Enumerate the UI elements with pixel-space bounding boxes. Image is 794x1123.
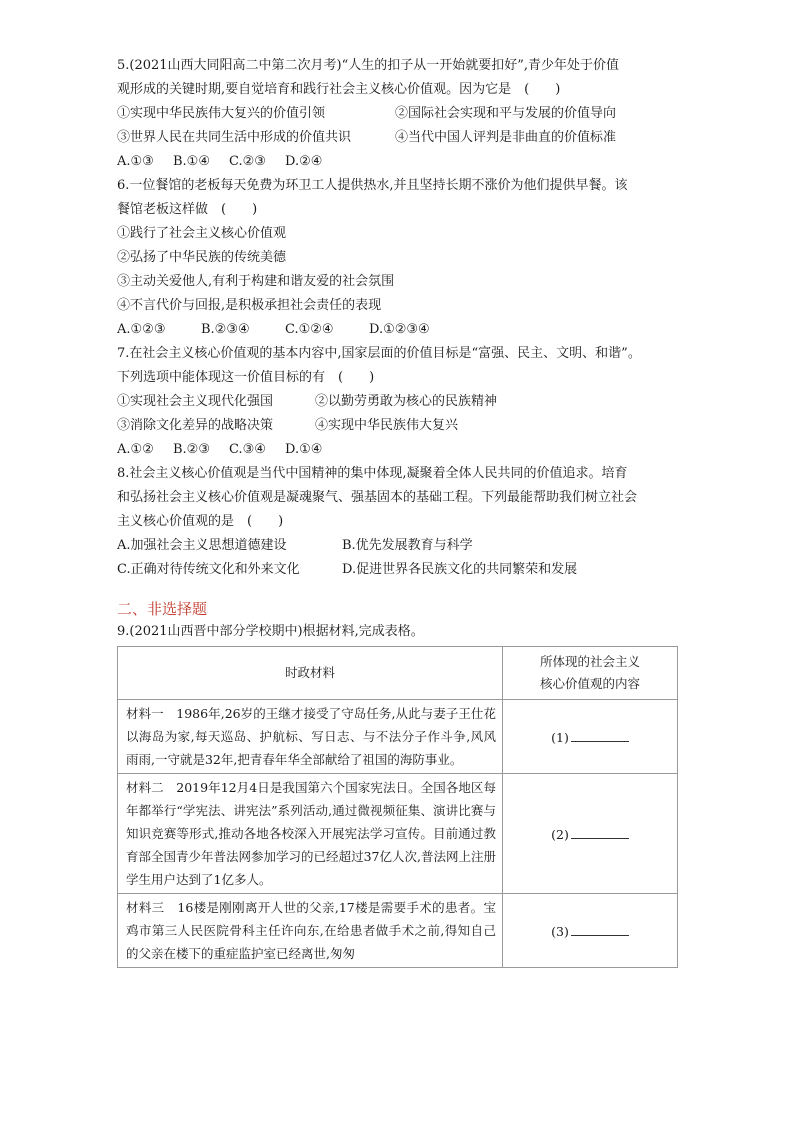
question-6	[117, 174, 682, 342]
q8-stem-line3: 主义核心价值观的是 ( )	[117, 514, 284, 529]
section-heading: 二、非选择题	[117, 600, 208, 618]
q8-choice-c: C.正确对待传统文化和外来文化	[117, 562, 300, 577]
answer-cell-2	[503, 774, 678, 894]
q7-choice-c: C.③④	[229, 442, 266, 457]
q7-choice-d: D.①④	[285, 442, 323, 457]
q6-option-1: ①践行了社会主义核心价值观	[117, 226, 287, 241]
table-header-materials: 时政材料	[118, 647, 503, 700]
table-header-values-line1: 所体现的社会主义	[539, 654, 640, 669]
q6-stem-line1: 6.一位餐馆的老板每天免费为环卫工人提供热水,并且坚持长期不涨价为他们提供早餐。该	[117, 178, 628, 193]
answer-3-blank[interactable]	[571, 922, 629, 936]
answer-cell-1	[503, 700, 678, 774]
table-row	[118, 894, 678, 968]
question-7	[117, 342, 682, 462]
question-5	[117, 54, 682, 174]
q6-choice-a: A.①②③	[117, 322, 166, 337]
q6-option-3: ③主动关爱他人,有利于构建和谐友爱的社会氛围	[117, 274, 395, 289]
question-9	[117, 622, 682, 968]
q7-answer-choices	[117, 438, 682, 462]
q7-stem-line2: 下列选项中能体现这一价值目标的有 ( )	[117, 370, 375, 385]
answer-1-label: (1)	[551, 730, 569, 745]
q9-table	[117, 646, 678, 968]
material-1-text: 材料一 1986年,26岁的王继才接受了守岛任务,从此与妻子王仕花以海岛为家,每天巡岛、护航标、写日志、与不法分子作斗争,风风雨雨,一守就是32年,把青春年华全部献给了祖国的海防事业。	[118, 700, 503, 774]
answer-1-blank[interactable]	[571, 728, 629, 742]
table-row	[118, 700, 678, 774]
answer-cell-3	[503, 894, 678, 968]
table-header-values	[503, 647, 678, 700]
q5-option-2: ②国际社会实现和平与发展的价值导向	[395, 106, 617, 121]
q8-choice-d: D.促进世界各民族文化的共同繁荣和发展	[342, 562, 578, 577]
q6-answer-choices	[117, 318, 682, 342]
answer-2-label: (2)	[551, 827, 569, 842]
q8-choice-a: A.加强社会主义思想道德建设	[117, 538, 287, 553]
q7-option-2: ②以勤劳勇敢为核心的民族精神	[315, 394, 498, 409]
question-8	[117, 462, 682, 582]
q6-option-4: ④不言代价与回报,是积极承担社会责任的表现	[117, 298, 382, 313]
table-header-row	[118, 647, 678, 700]
q7-choice-b: B.②③	[173, 442, 210, 457]
q8-choice-b: B.优先发展教育与科学	[342, 538, 473, 553]
q6-stem-line2: 餐馆老板这样做 ( )	[117, 202, 258, 217]
q6-choice-d: D.①②③④	[369, 322, 430, 337]
worksheet-page	[117, 54, 682, 968]
q5-stem-line2: 观形成的关键时期,要自觉培育和践行社会主义核心价值观。因为它是 ( )	[117, 82, 561, 97]
material-3-text: 材料三 16楼是刚刚离开人世的父亲,17楼是需要手术的患者。宝鸡市第三人民医院骨科主任许向东,在给患者做手术之前,得知自己的父亲在楼下的重症监护室已经离世,匆匆	[118, 894, 503, 968]
table-header-values-line2: 核心价值观的内容	[539, 676, 640, 691]
table-row	[118, 774, 678, 894]
q5-answer-choices	[117, 150, 682, 174]
answer-2-blank[interactable]	[571, 825, 629, 839]
q6-option-2: ②弘扬了中华民族的传统美德	[117, 250, 287, 265]
answer-3-label: (3)	[551, 924, 569, 939]
q8-stem-line2: 和弘扬社会主义核心价值观是凝魂聚气、强基固本的基础工程。下列最能帮助我们树立社会	[117, 490, 638, 505]
q5-option-3: ③世界人民在共同生活中形成的价值共识	[117, 130, 352, 145]
q7-stem-line1: 7.在社会主义核心价值观的基本内容中,国家层面的价值目标是“富强、民主、文明、和谐”。	[117, 346, 641, 361]
q7-option-3: ③消除文化差异的战略决策	[117, 418, 274, 433]
q5-choice-c: C.②③	[229, 154, 266, 169]
q6-choice-c: C.①②④	[285, 322, 334, 337]
q6-choice-b: B.②③④	[201, 322, 250, 337]
q7-choice-a: A.①②	[117, 442, 154, 457]
q5-option-1: ①实现中华民族伟大复兴的价值引领	[117, 106, 326, 121]
q5-choice-d: D.②④	[285, 154, 323, 169]
q5-option-4: ④当代中国人评判是非曲直的价值标准	[395, 130, 617, 145]
q9-stem: 9.(2021山西晋中部分学校期中)根据材料,完成表格。	[117, 624, 424, 639]
material-2-text: 材料二 2019年12月4日是我国第六个国家宪法日。全国各地区每年都举行“学宪法、讲宪法”系列活动,通过微视频征集、演讲比赛与知识竞赛等形式,推动各地各校深入开展宪法学习宣传。目前通过教育部全国青少年普法网参加学习的已经超过37亿人次,普法网上注册学生用户达到了1亿多人。	[118, 774, 503, 894]
q7-option-1: ①实现社会主义现代化强国	[117, 394, 274, 409]
q5-stem-line1: 5.(2021山西大同阳高二中第二次月考)“人生的扣子从一开始就要扣好”,青少年处于价值	[117, 58, 620, 73]
q8-stem-line1: 8.社会主义核心价值观是当代中国精神的集中体现,凝聚着全体人民共同的价值追求。培育	[117, 466, 628, 481]
q5-choice-a: A.①③	[117, 154, 154, 169]
q5-choice-b: B.①④	[173, 154, 210, 169]
q7-option-4: ④实现中华民族伟大复兴	[315, 418, 459, 433]
